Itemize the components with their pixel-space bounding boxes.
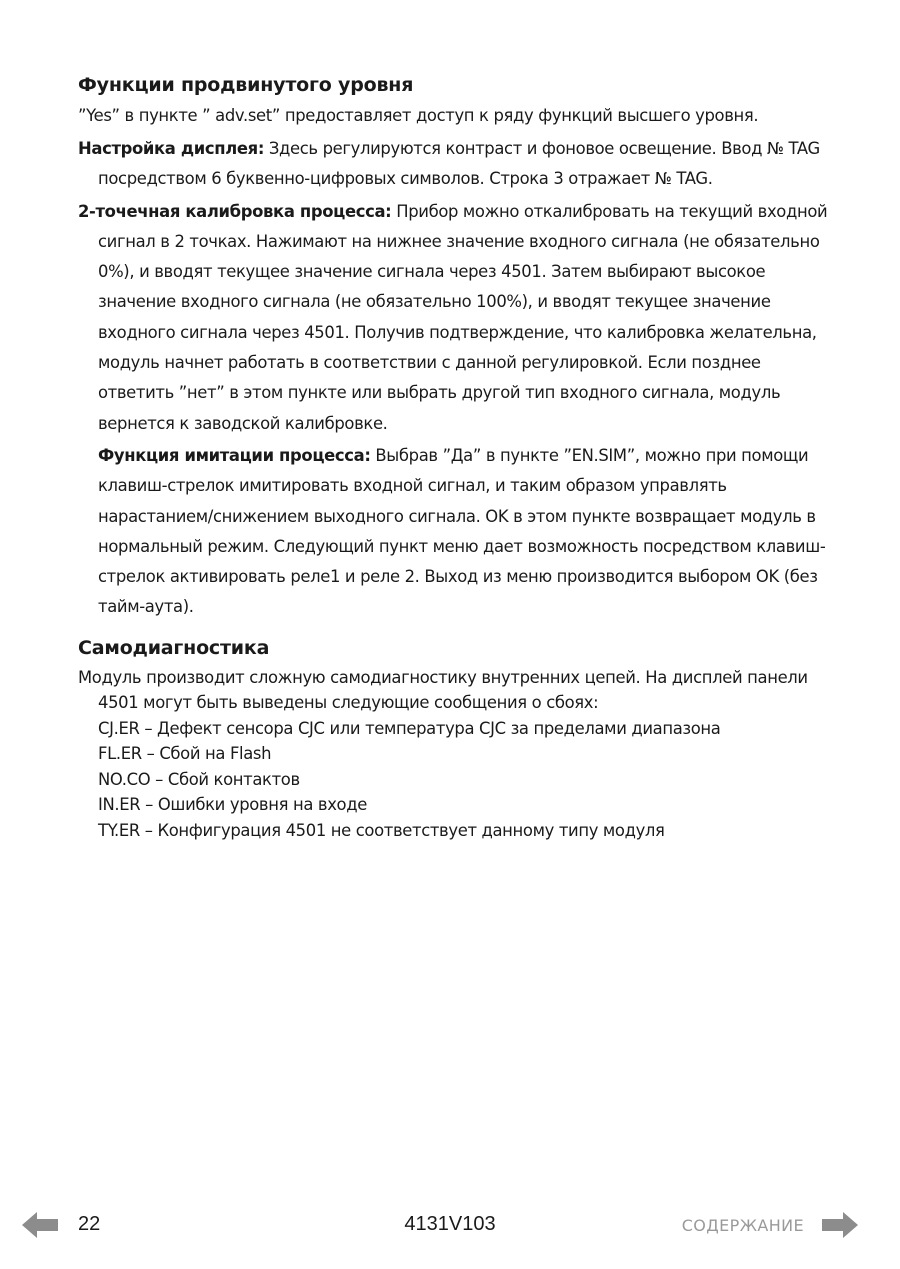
display-setup-label: Настройка дисплея:: [78, 139, 265, 158]
arrow-right-icon[interactable]: [820, 1210, 860, 1240]
display-setup-text: Здесь регулируются контраст и фоновое освещение. Ввод № TAG посредством 6 буквенно-цифровых символов. Строка 3 отражает № TAG.: [98, 139, 820, 189]
table-of-contents-link[interactable]: СОДЕРЖАНИЕ: [681, 1216, 804, 1235]
error-item: CJ.ER – Дефект сенсора CJC или температура CJC за пределами диапазона: [98, 718, 721, 738]
page-number: 22: [78, 1213, 101, 1235]
advanced-intro: ”Yes” в пункте ” adv.set” предоставляет доступ к ряду функций высшего уровня.: [78, 106, 759, 125]
diagnostics-intro: Модуль производит сложную самодиагностику внутренних цепей. На дисплей панели 4501 могут быть выведены следующие сообщения о сбоях:: [78, 667, 808, 713]
display-setup-paragraph: [78, 134, 838, 195]
calibration-text: Прибор можно откалибровать на текущий входной сигнал в 2 точках. Нажимают на нижнее значение входного сигнала (не обязательно 0%), и вводят текущее значение сигнала через 4501. Затем выбирают высокое значение входного сигнала (не обязательно 100%), и вводят текущее значение входного сигнала через 4501. Получив подтверждение, что калибровка желательна, модуль начнет работать в соответствии с данной регулировкой. Если позднее ответить ”нет” в этом пункте или выбрать другой тип входного сигнала, модуль вернется к заводской калибровке.: [98, 201, 828, 433]
section-heading-diagnostics: Самодиагностика: [78, 636, 270, 659]
page-footer: [0, 1208, 900, 1244]
document-code: 4131V103: [404, 1213, 496, 1235]
calibration-label: 2-точечная калибровка процесса:: [78, 201, 392, 221]
simulation-text: Выбрав ”Да” в пункте ”EN.SIM”, можно при помощи клавиш-стрелок имитировать входной сигнал, и таким образом управлять нарастанием/снижением выходного сигнала. OK в этом пункте возвращает модуль в нормальный режим. Следующий пункт меню дает возможность посредством клавиш-стрелок активировать реле1 и реле 2. Выход из меню производится выбором OK (без тайм-аута).: [98, 445, 826, 617]
error-item: TY.ER – Конфигурация 4501 не соответствует данному типу модуля: [98, 820, 665, 840]
error-item: IN.ER – Ошибки уровня на входе: [98, 795, 367, 815]
section-heading-advanced: Функции продвинутого уровня: [78, 74, 414, 96]
simulation-paragraph: [78, 441, 838, 623]
calibration-paragraph: [78, 197, 838, 439]
simulation-label: Функция имитации процесса:: [98, 445, 371, 465]
error-item: NO.CO – Сбой контактов: [98, 769, 300, 789]
error-item: FL.ER – Сбой на Flash: [98, 744, 272, 764]
error-list: [78, 716, 838, 844]
page-content: [78, 74, 838, 843]
